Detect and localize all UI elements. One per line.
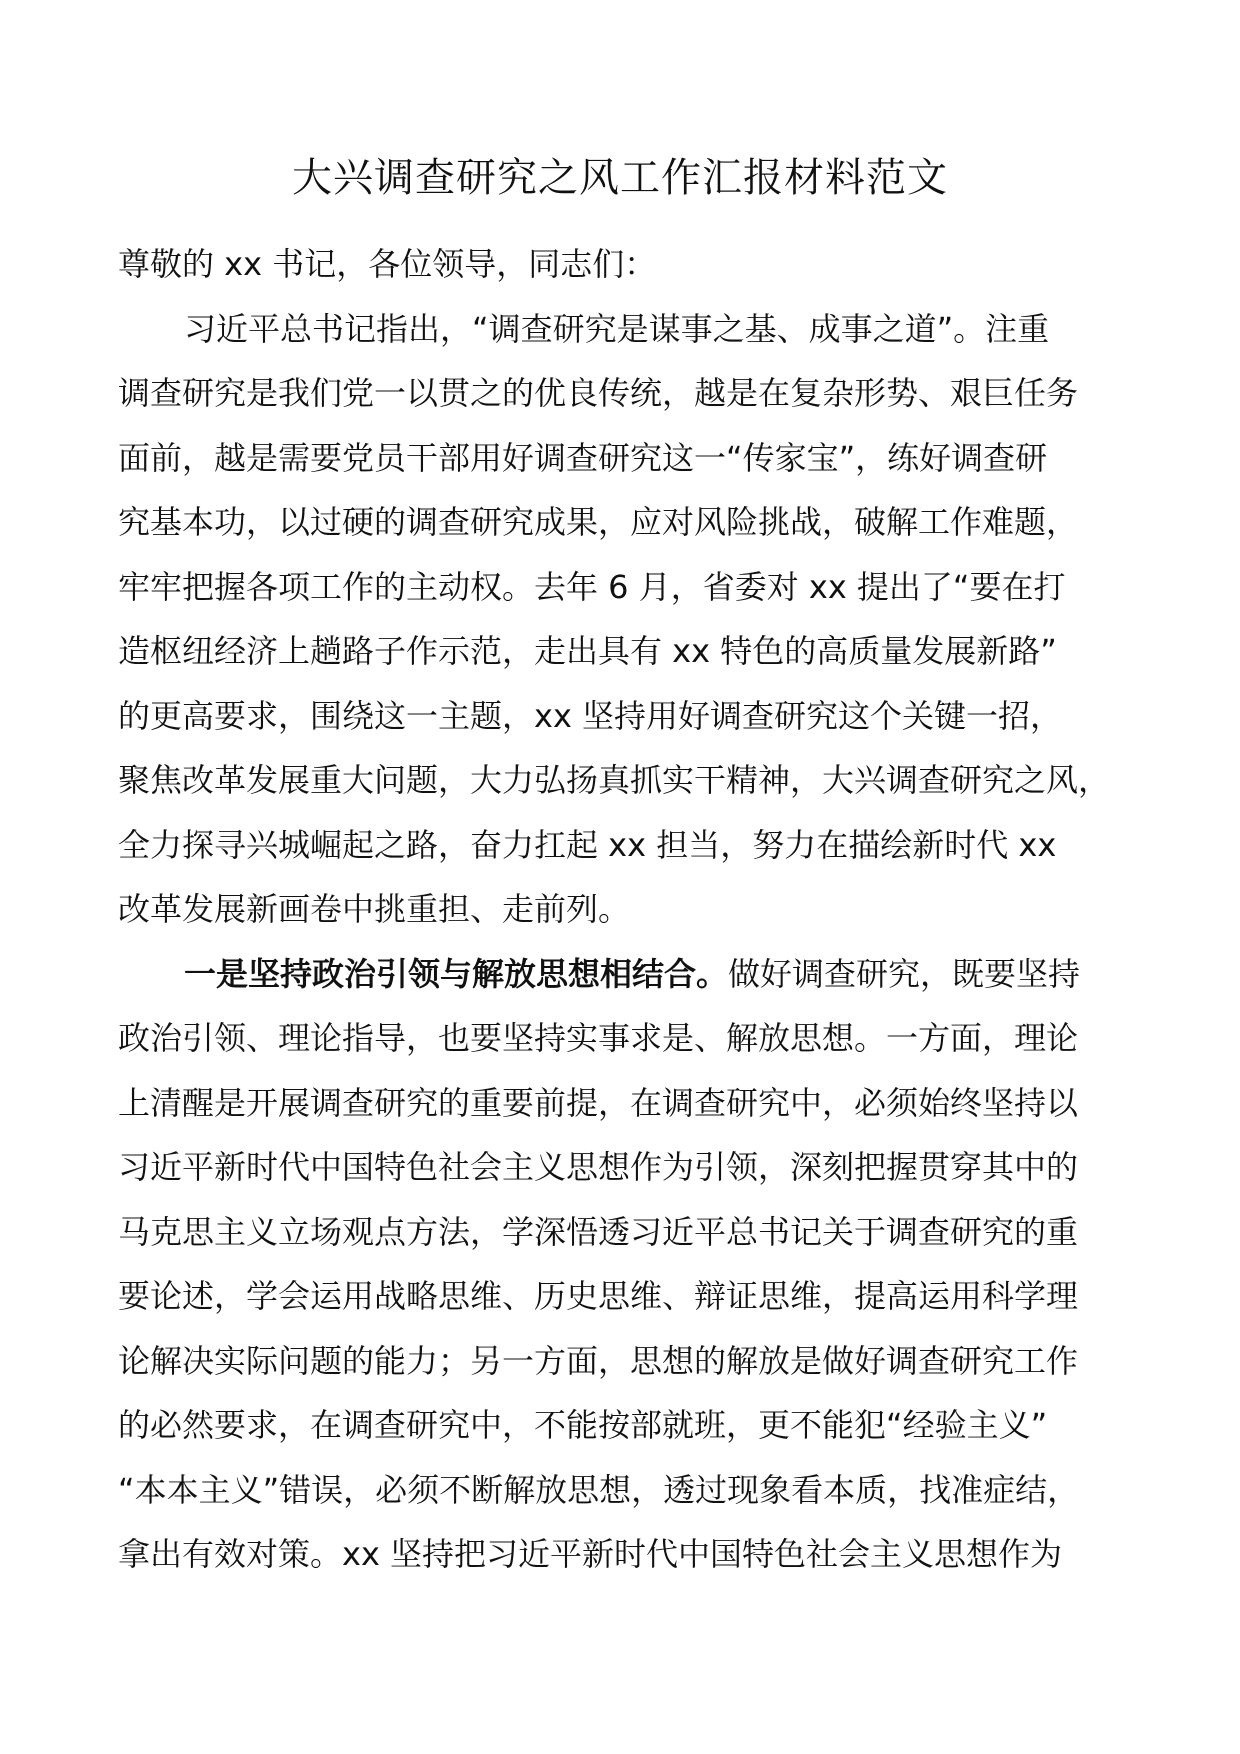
paragraph-line: 究基本功，以过硬的调查研究成果，应对风险挑战，破解工作难题， bbox=[118, 503, 1079, 541]
paragraph-line: 面前，越是需要党员干部用好调查研究这一“传家宝”，练好调查研 bbox=[118, 438, 1048, 477]
document-body bbox=[118, 232, 1148, 1587]
paragraph-line: 政治引领、理论指导，也要坚持实事求是、解放思想。一方面，理论 bbox=[118, 1019, 1079, 1057]
paragraph-line: 论解决实际问题的能力；另一方面，思想的解放是做好调查研究工作 bbox=[118, 1341, 1079, 1380]
paragraph-line: 习近平总书记指出，“调查研究是谋事之基、成事之道”。注重 bbox=[184, 309, 1050, 348]
paragraph-line: 习近平新时代中国特色社会主义思想作为引领，深刻把握贯穿其中的 bbox=[118, 1148, 1079, 1186]
paragraph-line bbox=[118, 942, 1148, 1007]
paragraph-line: 改革发展新画卷中挑重担、走前列。 bbox=[118, 890, 631, 928]
document-title: 大兴调查研究之风工作汇报材料范文 bbox=[292, 155, 948, 201]
paragraph-line: 全力探寻兴城崛起之路，奋力扛起 xx 担当，努力在描绘新时代 xx bbox=[118, 825, 1057, 864]
paragraph-intro bbox=[118, 297, 1148, 942]
paragraph-line: 聚焦改革发展重大问题，大力弘扬真抓实干精神，大兴调查研究之风， bbox=[118, 761, 1111, 799]
paragraph-line: 的必然要求，在调查研究中，不能按部就班，更不能犯“经验主义” bbox=[118, 1406, 1048, 1444]
paragraph-line: 牢牢把握各项工作的主动权。去年 6 月，省委对 xx 提出了“要在打 bbox=[118, 567, 1066, 606]
salutation: 尊敬的 xx 书记，各位领导，同志们： bbox=[118, 245, 657, 283]
paragraph-line: 要论述，学会运用战略思维、历史思维、辩证思维，提高运用科学理 bbox=[118, 1277, 1079, 1315]
section-heading-continuation: 做好调查研究，既要坚持 bbox=[728, 954, 1081, 993]
paragraph-line: 马克思主义立场观点方法，学深悟透习近平总书记关于调查研究的重 bbox=[118, 1212, 1079, 1251]
section-heading: 一是坚持政治引领与解放思想相结合。 bbox=[184, 954, 729, 993]
paragraph-line: 调查研究是我们党一以贯之的优良传统，越是在复杂形势、艰巨任务 bbox=[118, 374, 1079, 412]
paragraph-section-one bbox=[118, 942, 1148, 1587]
paragraph-line: 的更高要求，围绕这一主题，xx 坚持用好调查研究这个关键一招， bbox=[118, 696, 1063, 735]
paragraph-line: 造枢纽经济上趟路子作示范，走出具有 xx 特色的高质量发展新路” bbox=[118, 632, 1057, 670]
paragraph-line: 上清醒是开展调查研究的重要前提，在调查研究中，必须始终坚持以 bbox=[118, 1083, 1079, 1122]
paragraph-line: 拿出有效对策。xx 坚持把习近平新时代中国特色社会主义思想作为 bbox=[118, 1535, 1063, 1573]
paragraph-line: “本本主义”错误，必须不断解放思想，透过现象看本质，找准症结， bbox=[118, 1470, 1080, 1509]
